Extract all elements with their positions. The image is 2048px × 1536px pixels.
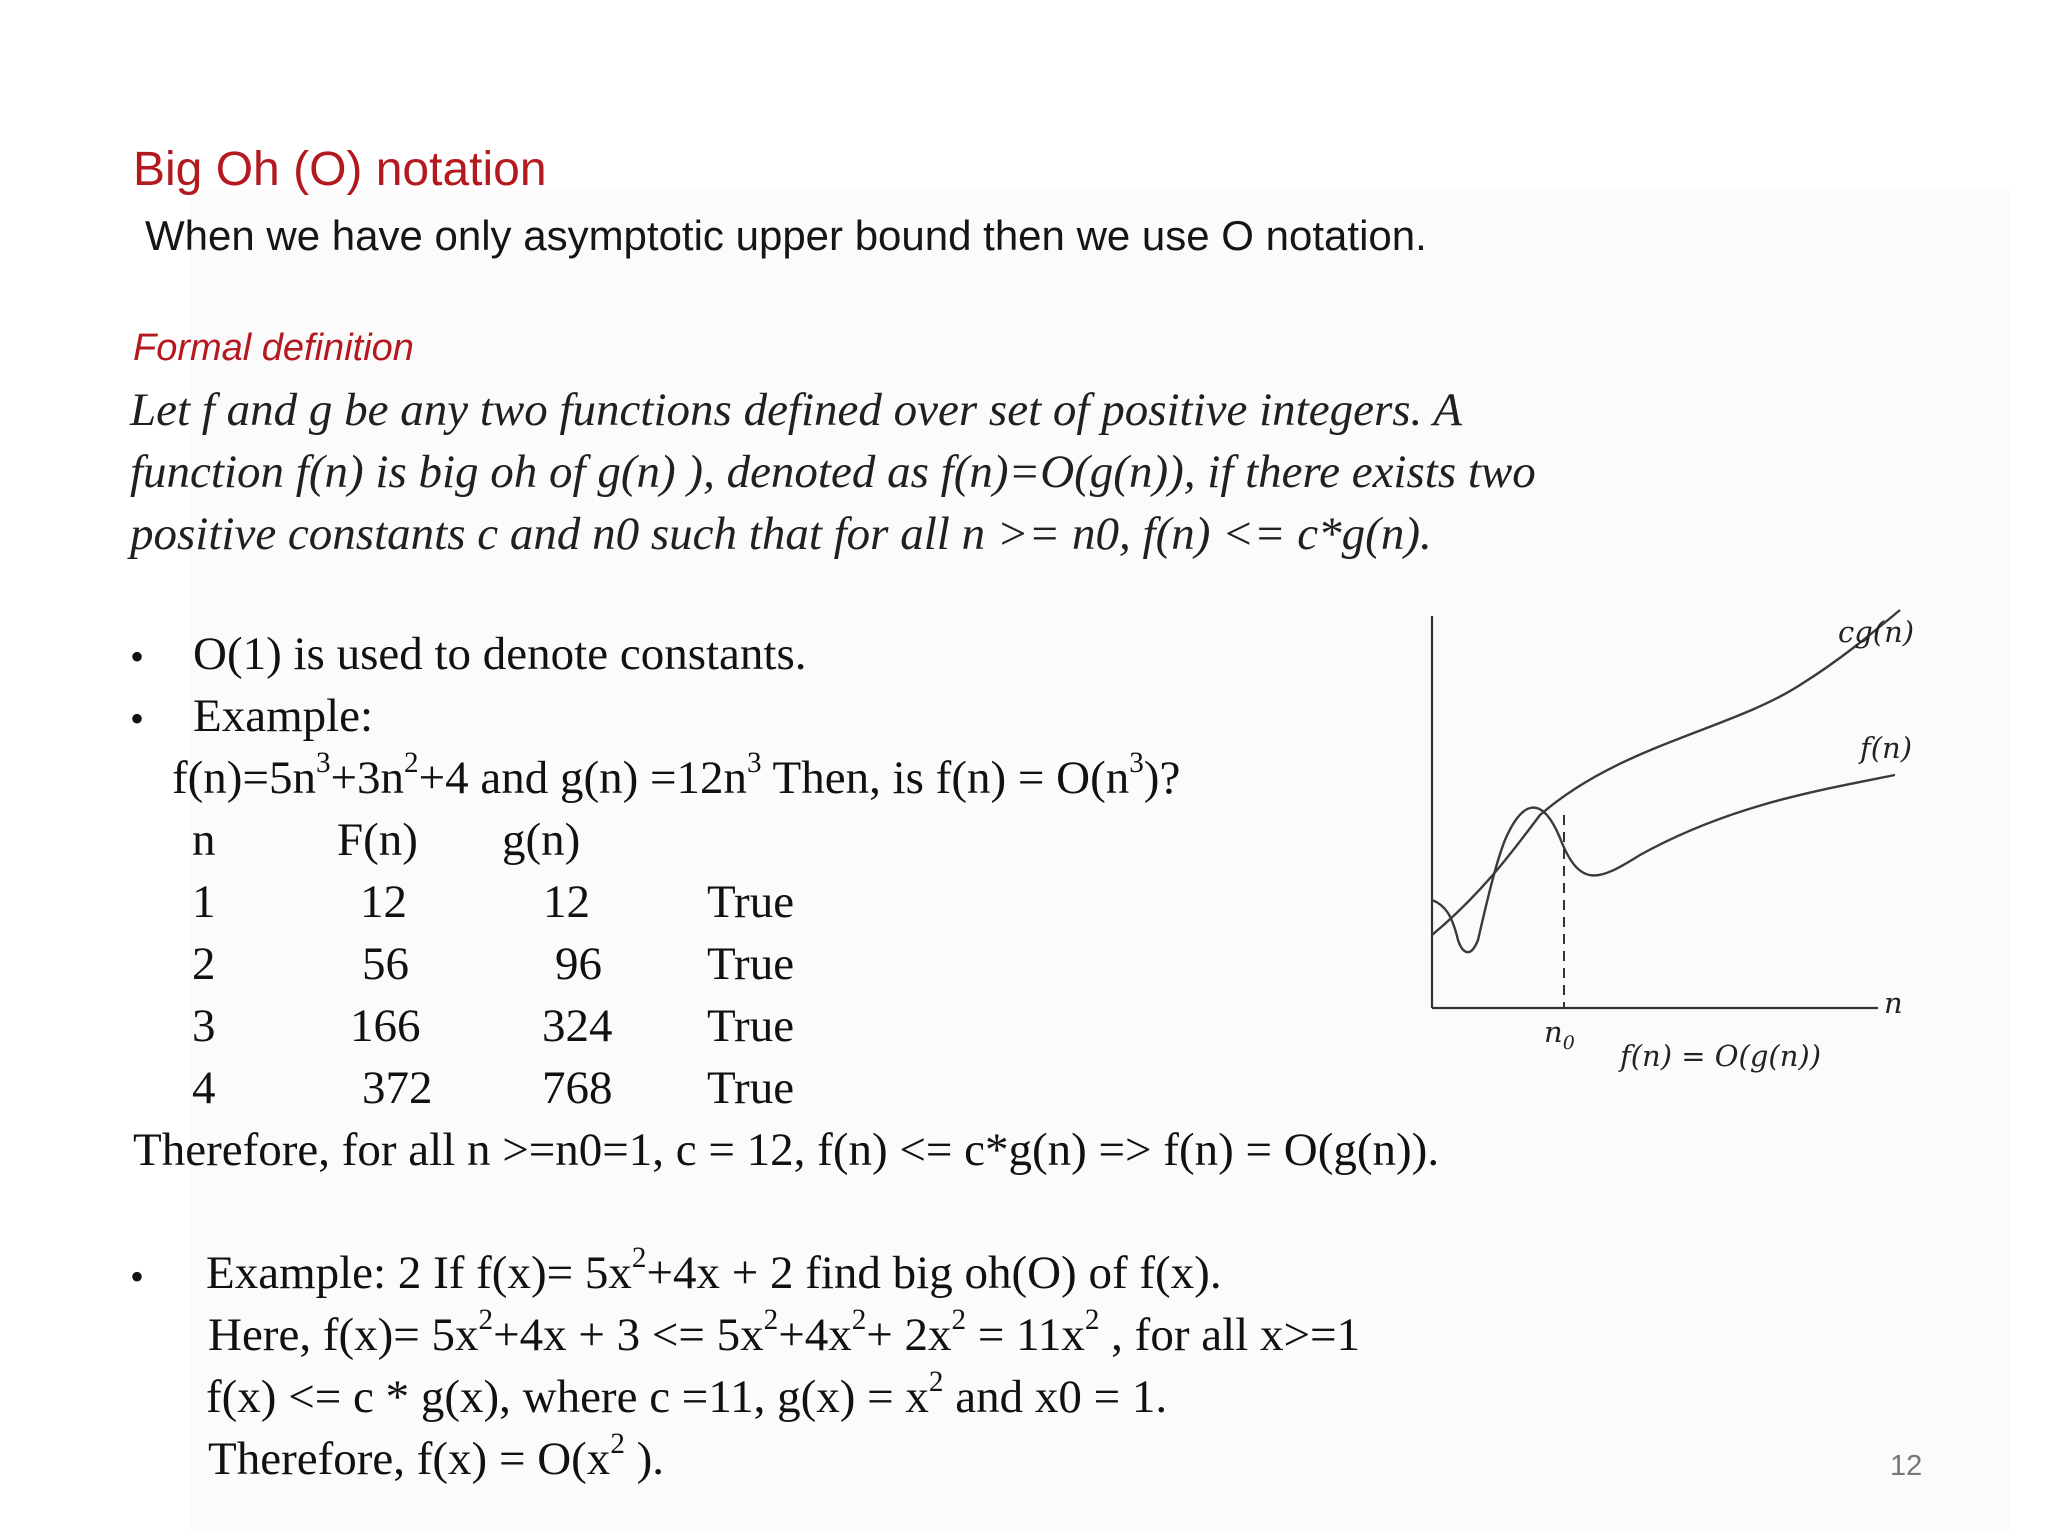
example-1-equation: $f(n)=5n^3+3n^2+4$ and $g(n) =12n^3$ Then, is $f(n) = O(n^3)$? <box>172 747 1181 804</box>
example-2-inequality: Here, $f(x)= 5x^2+4x + 3 <= 5x^2+4x^2+ 2x^2 = 11x^2$ , for all x>=1 <box>208 1304 1360 1361</box>
example-2-question: Example: 2 If $f(x)= 5x^2+4x + 2$ find big oh(O) of f(x). <box>206 1242 1222 1299</box>
cg-curve <box>1432 610 1900 935</box>
table-cell-gn: 96 <box>555 938 602 990</box>
example-2-conclusion: Therefore, $f(x) = O(x^2$ ). <box>208 1428 665 1485</box>
definition-line-2: function f(n) is big oh of g(n) ), denoted as f(n)=O(g(n)), if there exists two <box>130 446 1536 498</box>
table-cell-n: 2 <box>192 938 216 990</box>
table-cell-result: True <box>707 876 795 928</box>
bullet-dot-2: • <box>130 696 145 741</box>
table-cell-n: 4 <box>192 1062 216 1114</box>
table-cell-n: 3 <box>192 1000 216 1052</box>
slide-subtitle: When we have only asymptotic upper bound then we use O notation. <box>145 212 1427 259</box>
big-o-graph <box>1400 600 1960 1100</box>
table-cell-gn: 324 <box>542 1000 613 1052</box>
table-cell-fn: 56 <box>362 938 409 990</box>
example-1-conclusion: Therefore, for all n >=n0=1, c = 12, f(n) <= c*g(n) => f(n) = O(g(n)). <box>133 1124 1440 1176</box>
table-cell-result: True <box>707 1000 795 1052</box>
bullet-dot-1: • <box>130 634 145 679</box>
example-2-constants: f(x) <= c * g(x), where c =11, $g(x) = x^2$ and x0 = 1. <box>206 1366 1168 1423</box>
slide-title: Big Oh (O) notation <box>133 143 547 196</box>
definition-line-1: Let f and g be any two functions defined over set of positive integers. A <box>130 384 1462 436</box>
table-cell-n: 1 <box>192 876 216 928</box>
bullet-example-1: Example: <box>193 690 374 742</box>
table-cell-fn: 166 <box>350 1000 421 1052</box>
bullet-dot-3: • <box>130 1254 145 1299</box>
table-header-gn: g(n) <box>502 814 581 866</box>
table-cell-gn: 768 <box>542 1062 613 1114</box>
table-header-n: n <box>192 814 216 866</box>
table-cell-result: True <box>707 1062 795 1114</box>
table-cell-result: True <box>707 938 795 990</box>
definition-line-3: positive constants c and n0 such that for all n >= n0, f(n) <= c*g(n). <box>130 508 1432 560</box>
cg-label: cg(n) <box>1838 615 1915 649</box>
table-cell-fn: 372 <box>362 1062 433 1114</box>
n0-label: $n_0$ <box>1544 1015 1575 1054</box>
x-axis-label: n <box>1884 986 1903 1020</box>
bullet-constants: O(1) is used to denote constants. <box>193 628 807 680</box>
table-cell-gn: 12 <box>543 876 590 928</box>
page-number: 12 <box>1890 1450 1923 1482</box>
formal-definition-heading: Formal definition <box>133 327 414 369</box>
graph-caption: f(n) = O(g(n)) <box>1620 1039 1822 1073</box>
table-header-fn: F(n) <box>337 814 418 866</box>
table-cell-fn: 12 <box>360 876 407 928</box>
f-label: f(n) <box>1860 731 1913 765</box>
